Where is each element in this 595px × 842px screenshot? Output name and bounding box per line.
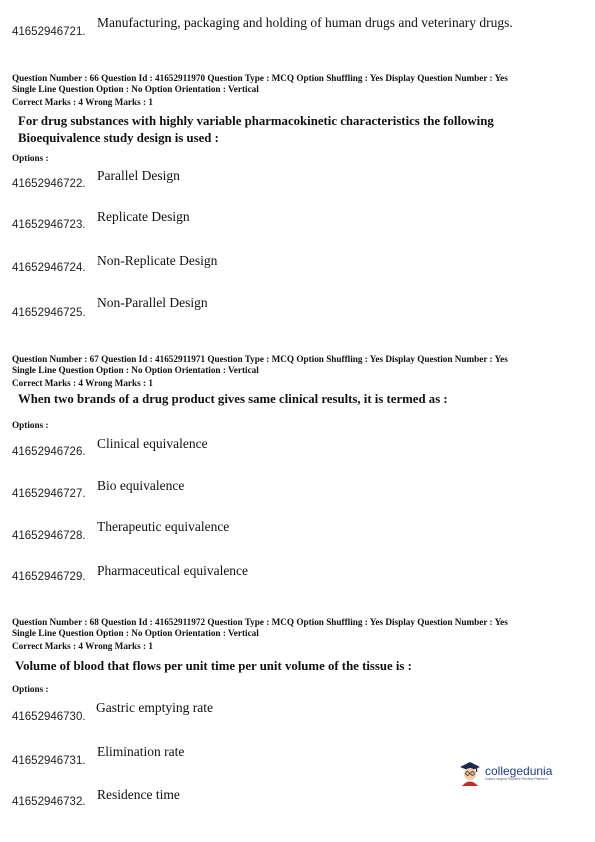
options-label: Options : (12, 684, 49, 694)
option-text: Elimination rate (97, 744, 185, 759)
question-marks: Correct Marks : 4 Wrong Marks : 1 (12, 97, 153, 107)
question-meta-line1: Question Number : 67 Question Id : 41652911971 Question Type : MCQ Option Shuffling : Yes Display Question Number : Yes (12, 354, 508, 364)
question-text-line1: Volume of blood that flows per unit time per unit volume of the tissue is : (15, 659, 412, 673)
option-text: Manufacturing, packaging and holding of human drugs and veterinary drugs. (97, 15, 513, 30)
option-text: Therapeutic equivalence (97, 519, 230, 534)
option-id: 41652946731. (12, 755, 86, 767)
student-mascot-icon (458, 760, 482, 786)
question-meta (12, 354, 587, 376)
option-id: 41652946728. (12, 530, 86, 542)
options-label: Options : (12, 420, 49, 430)
question-meta (12, 73, 587, 95)
question-text-line2: Bioequivalence study design is used : (18, 131, 219, 145)
option-id: 41652946724. (12, 262, 86, 274)
option-text: Bio equivalence (97, 478, 185, 493)
question-text-line1: For drug substances with highly variable pharmacokinetic characteristics the following (18, 114, 494, 128)
option-id: 41652946729. (12, 571, 86, 583)
option-id: 41652946726. (12, 446, 86, 458)
option-id: 41652946722. (12, 178, 86, 190)
question-text-line1: When two brands of a drug product gives same clinical results, it is termed as : (18, 392, 448, 406)
option-text: Replicate Design (97, 209, 190, 224)
question-meta-line2: Single Line Question Option : No Option Orientation : Vertical (12, 365, 259, 375)
question-text (18, 391, 578, 408)
watermark-text (485, 765, 552, 782)
watermark-brand: collegedunia (485, 763, 553, 778)
option-text: Non-Replicate Design (97, 253, 218, 268)
question-meta-line2: Single Line Question Option : No Option Orientation : Vertical (12, 628, 259, 638)
watermark-tagline: India's largest Student Review Platform (485, 776, 548, 781)
option-text: Gastric emptying rate (96, 700, 213, 715)
options-label: Options : (12, 153, 49, 163)
option-text: Clinical equivalence (97, 436, 208, 451)
option-text: Pharmaceutical equivalence (97, 563, 249, 578)
watermark-logo (458, 760, 552, 786)
question-marks: Correct Marks : 4 Wrong Marks : 1 (12, 378, 153, 388)
option-text: Non-Parallel Design (97, 295, 208, 310)
option-id: 41652946721. (12, 26, 86, 38)
question-text (15, 658, 575, 675)
question-meta-line1: Question Number : 66 Question Id : 41652911970 Question Type : MCQ Option Shuffling : Yes Display Question Number : Yes (12, 73, 508, 83)
question-marks: Correct Marks : 4 Wrong Marks : 1 (12, 641, 153, 651)
question-meta-line1: Question Number : 68 Question Id : 41652911972 Question Type : MCQ Option Shuffling : Yes Display Question Number : Yes (12, 617, 508, 627)
option-id: 41652946732. (12, 796, 86, 808)
option-id: 41652946730. (12, 711, 86, 723)
option-id: 41652946725. (12, 307, 86, 319)
question-meta-line2: Single Line Question Option : No Option Orientation : Vertical (12, 84, 259, 94)
question-text (18, 113, 578, 147)
option-id: 41652946723. (12, 219, 86, 231)
question-meta (12, 617, 587, 639)
option-text: Residence time (97, 787, 180, 802)
option-text: Parallel Design (97, 168, 180, 183)
option-id: 41652946727. (12, 488, 86, 500)
